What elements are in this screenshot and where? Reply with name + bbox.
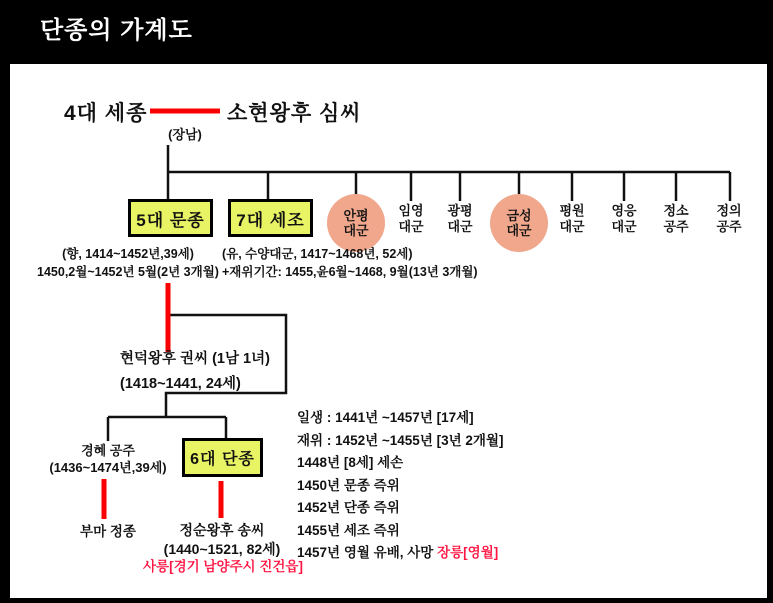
munjong-notes: (향, 1414~1452년,39세) 1450,2월~1452년 5월(2년 3개월)	[37, 247, 219, 279]
page-title: 단종의 가계도	[40, 17, 193, 44]
gyeonghye-label: 경혜 공주 (1436~1474년,39세)	[49, 443, 167, 475]
danjong-info-block	[297, 407, 504, 565]
child-jeongso-label: 정소 공주	[663, 203, 689, 234]
info-line-1448: 1448년 [8세] 세손	[297, 455, 404, 470]
info-line-1452: 1452년 단종 즉위	[297, 500, 400, 515]
info-line-1457: 1457년 영월 유배, 사망 장릉[영월]	[297, 545, 499, 560]
child-geumseong-circle	[490, 194, 548, 252]
child-anpyeong-circle	[327, 194, 385, 252]
child-pyeongwon-label: 평원 대군	[559, 203, 585, 234]
info-line-reign: 재위 : 1452년 ~1455년 [3년 2개월]	[297, 432, 504, 448]
queen-jeongsun-label: 정순왕후 송씨	[179, 522, 265, 538]
queen-hyeondeok-label: 현덕왕후 권씨 (1남 1녀)	[120, 351, 270, 367]
queen-jeongsun-dates: (1440~1521, 82세)	[163, 541, 281, 557]
child-anpyeong-label: 안평 대군	[343, 208, 369, 238]
child-sejo-box	[228, 199, 313, 237]
queen-soheon-label: 소현왕후 심씨	[227, 102, 362, 125]
child-jeongui-label: 정의 공주	[716, 203, 742, 234]
gyeonghye-spouse-label: 부마 정종	[80, 524, 136, 539]
first-son-note: (장남)	[168, 127, 202, 142]
child-sejo-label: 7대 세조	[236, 210, 305, 230]
king-sejong-label: 4대 세종	[64, 102, 148, 125]
info-line-1455: 1455년 세조 즉위	[297, 522, 400, 538]
child-munjong-label: 5대 문종	[136, 210, 205, 230]
info-line-life: 일생 : 1441년 ~1457년 [17세]	[297, 410, 474, 425]
child-imyeong-label: 임영 대군	[398, 203, 424, 234]
tomb-jangneung-note: 장릉[영월]	[437, 545, 499, 560]
child-gwangpyeong-label: 광평 대군	[447, 203, 473, 234]
jeongsun-tomb-note: 사릉[경기 남양주시 진건읍]	[143, 559, 303, 574]
info-line-1450: 1450년 문종 즉위	[297, 477, 400, 493]
danjong-box	[182, 438, 263, 477]
child-geumseong-label: 금성 대군	[506, 208, 532, 238]
child-yeongeung-label: 영응 대군	[611, 203, 637, 234]
danjong-label: 6대 단종	[190, 451, 255, 468]
queen-hyeondeok-dates: (1418~1441, 24세)	[120, 376, 241, 392]
child-munjong-box	[128, 199, 213, 237]
sejo-notes: (유, 수양대군, 1417~1468년, 52세) +재위기간: 1455,윤6월~1468, 9월(13년 3개월)	[222, 247, 478, 279]
